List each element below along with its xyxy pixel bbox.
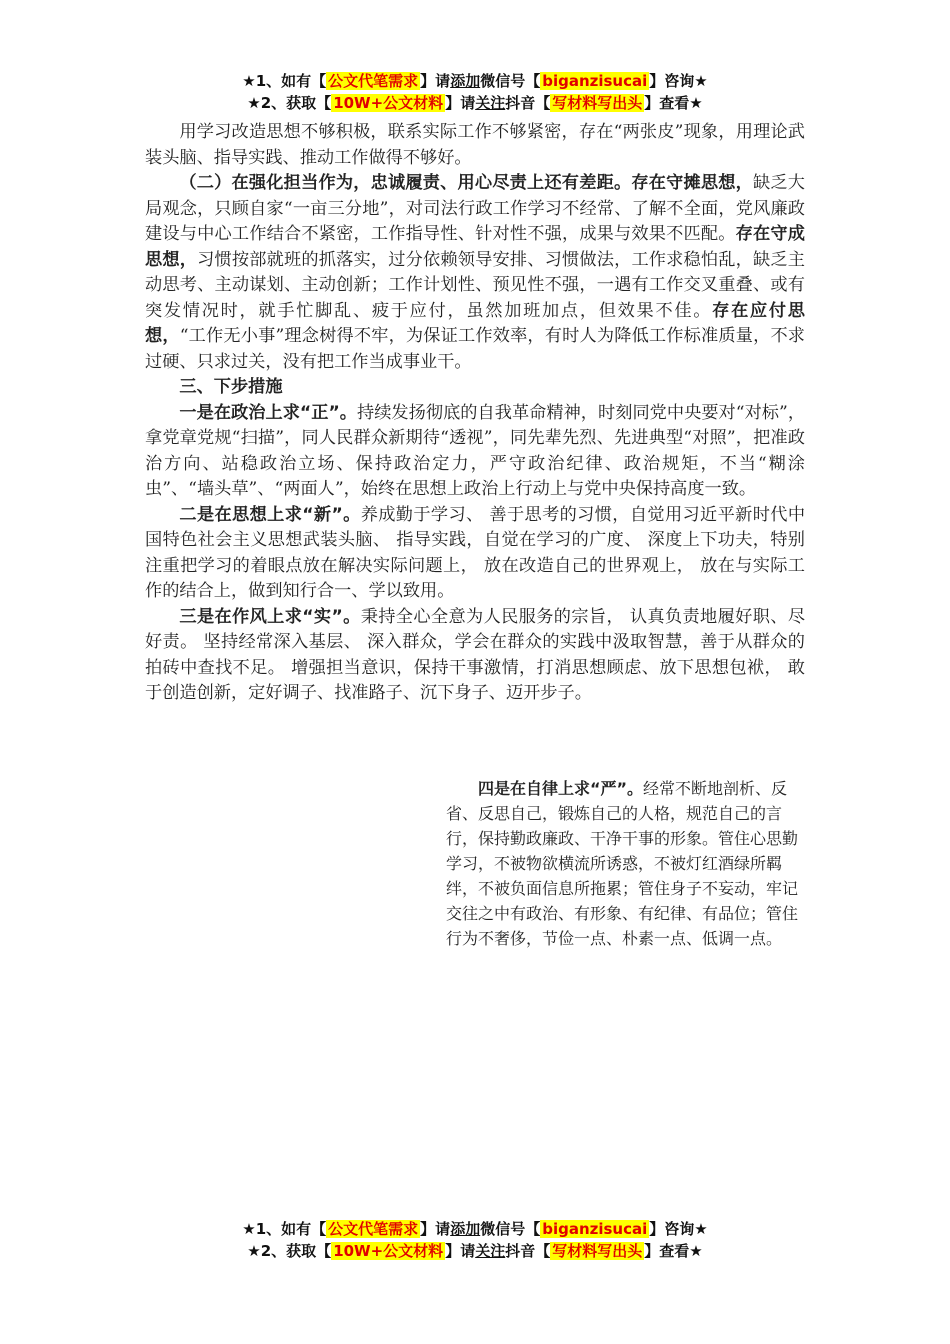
banner-text: 微信号【 <box>480 72 541 90</box>
banner-text: ★2、获取【 <box>247 1242 332 1260</box>
underline-follow: 关注 <box>475 94 506 112</box>
section-heading-3: 三、下步措施 <box>179 377 283 397</box>
bold-phrase: 一是在政治上求“正”。 <box>179 402 357 423</box>
banner-text: ★1、如有【 <box>242 72 327 90</box>
paragraph-text: 缺乏大局观念，只顾自家“一亩三分地”，对司法行政工作学习不经常、了解不全面，党风廉政建设与中心工作结合不紧密，工作指导性、针对性不强，成果与效果不匹配。 <box>145 173 805 244</box>
banner-line-2 <box>0 1240 950 1262</box>
paragraph-text: 持续发扬彻底的自我革命精神，时刻同党中央要对“对标”，拿党章党规“扫描”，同人民群众新期待“透视”，同先辈先烈、先进典型“对照”，把准政治方向、站稳政治立场、保持政治定力，严守政治纪律、政治规矩，不当“糊涂虫”、“墙头草”、“两面人”，始终在思想上政治上行动上与党中央保持高度一致。 <box>145 402 806 499</box>
paragraph-measure-3 <box>145 605 805 707</box>
paragraph-measure-2 <box>145 503 805 605</box>
banner-line-2 <box>0 92 950 114</box>
banner-text: ★1、如有【 <box>242 1220 327 1238</box>
banner-text: 抖音【 <box>505 94 551 112</box>
header-banner <box>0 70 950 114</box>
paragraph-measure-4 <box>446 776 806 951</box>
section-heading: （二）在强化担当作为，忠诚履责、用心尽责上还有差距。存在守摊思想， <box>179 173 754 193</box>
highlight-wechat-id: biganzisucai <box>542 72 648 90</box>
paragraph-section-2 <box>145 171 805 375</box>
banner-line-1 <box>0 1218 950 1240</box>
banner-text: 】咨询★ <box>649 72 708 90</box>
banner-text: 微信号【 <box>480 1220 541 1238</box>
banner-text: 】请 <box>420 72 451 90</box>
paragraph-text: 秉持全心全意为人民服务的宗旨， 认真负责地履好职、尽好责。 坚持经常深入基层、 深入群众，学会在群众的实践中汲取智慧，善于从群众的拍砖中查找不足。 增强担当意识，保持干事激情，打消思想顾虑、放下思想包袱， 敢于创造创新，定好调子、找准路子、沉下身子、迈开步子。 <box>145 606 806 703</box>
bold-phrase: 三是在作风上求“实”。 <box>179 606 361 627</box>
highlight-ghostwriting: 公文代笔需求 <box>328 72 419 90</box>
banner-text: 】请 <box>445 1242 476 1260</box>
banner-text: ★2、获取【 <box>247 94 332 112</box>
side-paragraph-block <box>446 776 806 951</box>
underline-follow: 关注 <box>475 1242 506 1260</box>
highlight-ghostwriting: 公文代笔需求 <box>328 1220 419 1238</box>
paragraph-text: 养成勤于学习、 善于思考的习惯，自觉用习近平新时代中国特色社会主义思想武装头脑、 指导实践，自觉在学习的广度、 深度上下功夫，特别注重把学习的着眼点放在解决实际问题上， 放在改造自己的世界观上， 放在与实际工作的结合上，做到知行合一、学以致用。 <box>145 504 806 601</box>
highlight-douyin: 写材料写出头 <box>552 1242 643 1260</box>
underline-add: 添加 <box>450 1220 481 1238</box>
highlight-materials: 10W+公文材料 <box>333 1242 444 1260</box>
banner-text: 】查看★ <box>644 1242 703 1260</box>
bold-phrase: 二是在思想上求“新”。 <box>179 504 361 525</box>
banner-text: 】请 <box>420 1220 451 1238</box>
document-body <box>145 120 805 707</box>
banner-text: 抖音【 <box>505 1242 551 1260</box>
bold-phrase: 四是在自律上求“严”。 <box>478 779 644 798</box>
highlight-wechat-id: biganzisucai <box>542 1220 648 1238</box>
banner-text: 】咨询★ <box>649 1220 708 1238</box>
banner-text: 】请 <box>445 94 476 112</box>
bold-phrase: 存在守成思想， <box>145 224 805 270</box>
highlight-douyin: 写材料写出头 <box>552 94 643 112</box>
paragraph-intro: 用学习改造思想不够积极，联系实际工作不够紧密，存在“两张皮”现象，用理论武装头脑、指导实践、推动工作做得不够好。 <box>145 122 805 168</box>
footer-banner <box>0 1218 950 1262</box>
underline-add: 添加 <box>450 72 481 90</box>
paragraph-text: 经常不断地剖析、反省、反思自己，锻炼自己的人格，规范自己的言行，保持勤政廉政、干净干事的形象。管住心思勤学习，不被物欲横流所诱惑，不被灯红酒绿所羁绊，不被负面信息所拖累；管住身子不妄动，牢记交往之中有政治、有形象、有纪律、有品位；管住行为不奢侈，节俭一点、朴素一点、低调一点。 <box>446 779 799 948</box>
highlight-materials: 10W+公文材料 <box>333 94 444 112</box>
paragraph-text: 习惯按部就班的抓落实，过分依赖领导安排、习惯做法，工作求稳怕乱，缺乏主动思考、主动谋划、主动创新；工作计划性、预见性不强，一遇有工作交叉重叠、或有突发情况时，就手忙脚乱、疲于应付，虽然加班加点，但效果不佳。 <box>145 249 805 321</box>
paragraph-text: “工作无小事”理念树得不牢，为保证工作效率，有时人为降低工作标准质量，不求过硬、只求过关，没有把工作当成事业干。 <box>145 326 805 372</box>
bold-phrase: 存在应付思想， <box>145 300 805 346</box>
banner-line-1 <box>0 70 950 92</box>
paragraph-measure-1 <box>145 401 805 503</box>
banner-text: 】查看★ <box>644 94 703 112</box>
